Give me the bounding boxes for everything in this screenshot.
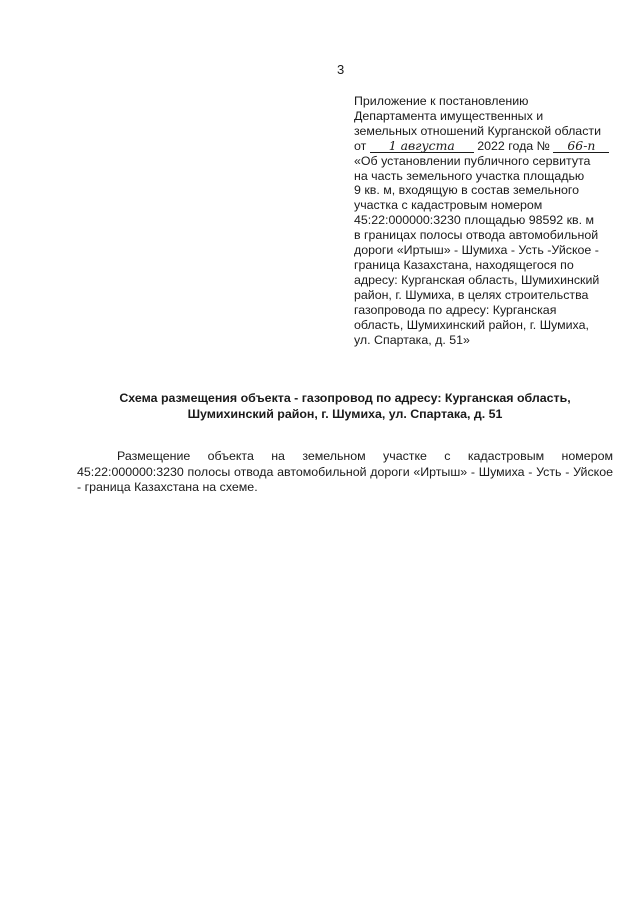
appendix-line: 9 кв. м, входящую в состав земельного [354, 183, 579, 198]
year-text: 2022 года № [477, 138, 550, 153]
appendix-line: Приложение к постановлению [354, 94, 529, 108]
page-number: 3 [337, 62, 345, 77]
appendix-date-line [354, 139, 624, 154]
from-prefix: от [354, 138, 367, 153]
title-line: Шумихинский район, г. Шумиха, ул. Спартака, д. 51 [187, 407, 503, 421]
appendix-line: в границах полосы отвода автомобильной [354, 228, 599, 243]
title-line: Схема размещения объекта - газопровод по адресу: Курганская область, [119, 391, 571, 405]
appendix-block [354, 94, 624, 347]
appendix-line: на часть земельного участка площадью [354, 168, 585, 183]
appendix-line: район, г. Шумиха, в целях строительства [354, 287, 589, 302]
appendix-line: ул. Спартака, д. 51» [354, 332, 470, 347]
body-text [77, 449, 613, 496]
body-paragraph: Размещение объекта на земельном участке с кадастровым номером 45:22:000000:3230 полосы отвода автомобильной дороги «Иртыш» - Шумиха - Усть - Уйское - граница Казахстана на схеме. [77, 449, 613, 495]
appendix-line: адресу: Курганская область, Шумихинский [354, 272, 600, 287]
document-title [60, 390, 630, 422]
appendix-line: граница Казахстана, находящегося по [354, 257, 574, 272]
handwritten-date: 1 августа [370, 140, 474, 153]
appendix-line: газопровода по адресу: Курганская [354, 302, 557, 317]
appendix-line: область, Шумихинский район, г. Шумиха, [354, 317, 589, 332]
appendix-line: дороги «Иртыш» - Шумиха - Усть -Уйское - [354, 243, 599, 258]
handwritten-number: 66-п [553, 140, 609, 153]
appendix-line: 45:22:000000:3230 площадью 98592 кв. м [354, 213, 595, 228]
appendix-line: Департамента имущественных и [354, 108, 544, 123]
appendix-line: земельных отношений Курганской области [354, 123, 601, 138]
appendix-line: участка с кадастровым номером [354, 198, 543, 213]
appendix-line: «Об установлении публичного сервитута [354, 153, 591, 168]
